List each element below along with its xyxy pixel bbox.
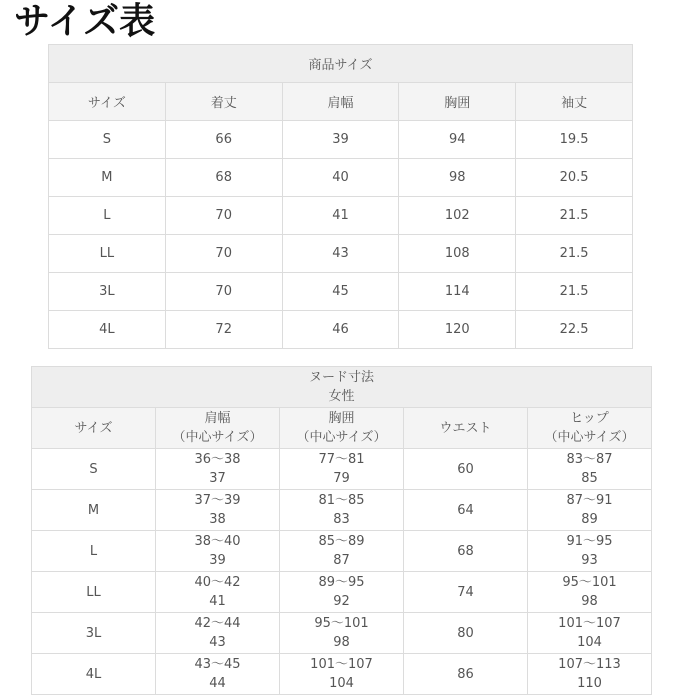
- chest-center: 83: [333, 512, 350, 527]
- table-row: [49, 273, 633, 311]
- table-row: [49, 197, 633, 235]
- hip-range: 87〜91: [566, 493, 613, 508]
- table-row: [32, 449, 652, 490]
- table-row: [32, 654, 652, 695]
- shoulder-center: 41: [209, 594, 226, 609]
- product-table-header-row: [49, 83, 633, 121]
- table-row: [32, 531, 652, 572]
- chest-cell: 98: [399, 159, 516, 197]
- header-chest-label: 胸囲: [328, 411, 355, 426]
- sleeve-cell: 19.5: [516, 121, 633, 159]
- hip-range: 83〜87: [566, 452, 613, 467]
- header-sleeve: 袖丈: [516, 83, 633, 121]
- hip-range: 95〜101: [562, 575, 617, 590]
- length-cell: 72: [165, 311, 282, 349]
- header-shoulder-note: （中心サイズ）: [172, 430, 263, 445]
- hip-center: 89: [581, 512, 598, 527]
- header-waist: [404, 408, 528, 449]
- shoulder-cell: [156, 572, 280, 613]
- shoulder-cell: [156, 449, 280, 490]
- chest-center: 87: [333, 553, 350, 568]
- chest-center: 104: [329, 676, 354, 691]
- chest-center: 98: [333, 635, 350, 650]
- chest-range: 85〜89: [318, 534, 365, 549]
- hip-cell: [528, 613, 652, 654]
- size-cell: 3L: [49, 273, 166, 311]
- chest-center: 79: [333, 471, 350, 486]
- waist-cell: 86: [404, 654, 528, 695]
- shoulder-cell: 46: [282, 311, 399, 349]
- hip-cell: [528, 449, 652, 490]
- header-size: サイズ: [49, 83, 166, 121]
- size-cell: 3L: [32, 613, 156, 654]
- chest-cell: [280, 490, 404, 531]
- shoulder-cell: 41: [282, 197, 399, 235]
- table-row: [49, 311, 633, 349]
- length-cell: 70: [165, 197, 282, 235]
- chest-cell: 114: [399, 273, 516, 311]
- size-cell: LL: [32, 572, 156, 613]
- chest-cell: 108: [399, 235, 516, 273]
- length-cell: 68: [165, 159, 282, 197]
- shoulder-cell: 45: [282, 273, 399, 311]
- header-hip: [528, 408, 652, 449]
- size-cell: S: [49, 121, 166, 159]
- chest-cell: [280, 613, 404, 654]
- chest-cell: [280, 531, 404, 572]
- shoulder-range: 43〜45: [194, 657, 241, 672]
- chest-range: 81〜85: [318, 493, 365, 508]
- hip-center: 98: [581, 594, 598, 609]
- header-shoulder-label: 肩幅: [204, 411, 231, 426]
- table-row: [49, 159, 633, 197]
- size-cell: 4L: [32, 654, 156, 695]
- length-cell: 70: [165, 235, 282, 273]
- shoulder-cell: [156, 531, 280, 572]
- header-hip-note: （中心サイズ）: [544, 430, 635, 445]
- nude-table-caption: [32, 367, 652, 408]
- waist-cell: 64: [404, 490, 528, 531]
- shoulder-cell: [156, 613, 280, 654]
- chest-cell: 120: [399, 311, 516, 349]
- product-size-table: [48, 44, 633, 349]
- chest-cell: [280, 449, 404, 490]
- header-waist-label: ウエスト: [439, 420, 492, 436]
- shoulder-cell: [156, 654, 280, 695]
- shoulder-center: 43: [209, 635, 226, 650]
- hip-cell: [528, 572, 652, 613]
- chest-cell: [280, 572, 404, 613]
- chest-range: 101〜107: [310, 657, 373, 672]
- hip-range: 91〜95: [566, 534, 613, 549]
- header-hip-label: ヒップ: [570, 411, 609, 426]
- hip-cell: [528, 531, 652, 572]
- size-cell: M: [32, 490, 156, 531]
- chest-center: 92: [333, 594, 350, 609]
- chest-range: 89〜95: [318, 575, 365, 590]
- size-cell: S: [32, 449, 156, 490]
- shoulder-center: 39: [209, 553, 226, 568]
- length-cell: 66: [165, 121, 282, 159]
- shoulder-range: 37〜39: [194, 493, 241, 508]
- product-table-caption: 商品サイズ: [49, 45, 633, 83]
- table-row: [49, 235, 633, 273]
- shoulder-range: 42〜44: [194, 616, 241, 631]
- nude-table-title: ヌード寸法: [308, 370, 374, 385]
- chest-range: 77〜81: [318, 452, 365, 467]
- shoulder-cell: 43: [282, 235, 399, 273]
- waist-cell: 80: [404, 613, 528, 654]
- table-row: [49, 121, 633, 159]
- header-chest: 胸囲: [399, 83, 516, 121]
- table-row: [32, 613, 652, 654]
- chest-cell: 102: [399, 197, 516, 235]
- header-shoulder: [156, 408, 280, 449]
- sleeve-cell: 22.5: [516, 311, 633, 349]
- table-row: [32, 490, 652, 531]
- header-size: [32, 408, 156, 449]
- sleeve-cell: 21.5: [516, 197, 633, 235]
- size-cell: L: [32, 531, 156, 572]
- hip-center: 93: [581, 553, 598, 568]
- shoulder-cell: 39: [282, 121, 399, 159]
- size-cell: LL: [49, 235, 166, 273]
- hip-cell: [528, 490, 652, 531]
- hip-center: 110: [577, 676, 602, 691]
- hip-range: 101〜107: [558, 616, 621, 631]
- hip-cell: [528, 654, 652, 695]
- size-cell: M: [49, 159, 166, 197]
- table-row: [32, 572, 652, 613]
- shoulder-center: 44: [209, 676, 226, 691]
- shoulder-center: 37: [209, 471, 226, 486]
- chest-cell: [280, 654, 404, 695]
- shoulder-cell: 40: [282, 159, 399, 197]
- waist-cell: 60: [404, 449, 528, 490]
- header-length: 着丈: [165, 83, 282, 121]
- hip-range: 107〜113: [558, 657, 621, 672]
- shoulder-range: 36〜38: [194, 452, 241, 467]
- waist-cell: 68: [404, 531, 528, 572]
- shoulder-range: 38〜40: [194, 534, 241, 549]
- shoulder-range: 40〜42: [194, 575, 241, 590]
- header-chest-note: （中心サイズ）: [296, 430, 387, 445]
- waist-cell: 74: [404, 572, 528, 613]
- sleeve-cell: 20.5: [516, 159, 633, 197]
- nude-measurement-table: [31, 366, 652, 695]
- sleeve-cell: 21.5: [516, 235, 633, 273]
- sleeve-cell: 21.5: [516, 273, 633, 311]
- chest-cell: 94: [399, 121, 516, 159]
- nude-table-gender: 女性: [328, 389, 355, 404]
- size-cell: L: [49, 197, 166, 235]
- chest-range: 95〜101: [314, 616, 369, 631]
- nude-table-header-row: [32, 408, 652, 449]
- length-cell: 70: [165, 273, 282, 311]
- size-cell: 4L: [49, 311, 166, 349]
- page-title: サイズ表: [14, 1, 156, 42]
- header-shoulder: 肩幅: [282, 83, 399, 121]
- shoulder-center: 38: [209, 512, 226, 527]
- header-size-label: サイズ: [74, 420, 113, 436]
- header-chest: [280, 408, 404, 449]
- hip-center: 104: [577, 635, 602, 650]
- shoulder-cell: [156, 490, 280, 531]
- hip-center: 85: [581, 471, 598, 486]
